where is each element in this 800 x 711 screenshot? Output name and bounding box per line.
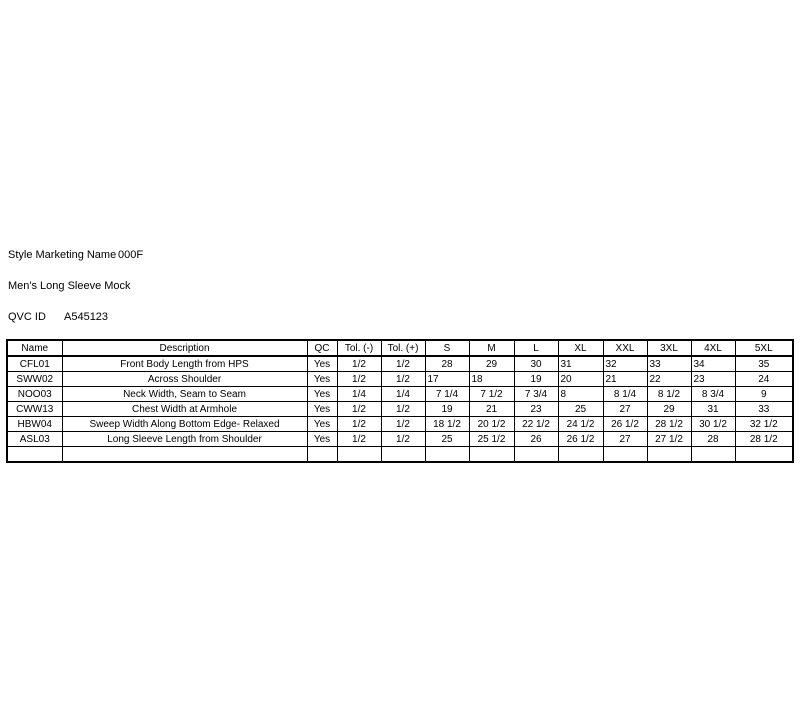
table-cell: 20 <box>558 372 603 387</box>
table-cell: 8 3/4 <box>691 387 735 402</box>
table-cell: 32 1/2 <box>735 417 793 432</box>
table-cell: 1/2 <box>381 372 425 387</box>
table-cell: Yes <box>307 417 337 432</box>
table-cell: Chest Width at Armhole <box>62 402 307 417</box>
table-cell: 25 1/2 <box>469 432 514 447</box>
table-cell: Yes <box>307 387 337 402</box>
empty-cell <box>647 447 691 463</box>
empty-cell <box>337 447 381 463</box>
style-marketing-line <box>8 248 143 262</box>
table-cell: 26 1/2 <box>603 417 647 432</box>
column-header: Tol. (+) <box>381 340 425 356</box>
table-cell: NOO03 <box>7 387 62 402</box>
table-cell: 27 1/2 <box>647 432 691 447</box>
column-header: Name <box>7 340 62 356</box>
empty-cell <box>381 447 425 463</box>
table-cell: 21 <box>469 402 514 417</box>
table-cell: 23 <box>691 372 735 387</box>
table-cell: 26 <box>514 432 558 447</box>
table-cell: ASL03 <box>7 432 62 447</box>
qvc-id-line <box>8 310 108 324</box>
table-cell: 35 <box>735 356 793 372</box>
empty-cell <box>7 447 62 463</box>
style-marketing-label: Style Marketing Name <box>8 249 117 261</box>
table-cell: 7 1/4 <box>425 387 469 402</box>
table-cell: Yes <box>307 356 337 372</box>
column-header: Tol. (-) <box>337 340 381 356</box>
column-header: XL <box>558 340 603 356</box>
column-header: XXL <box>603 340 647 356</box>
table-row <box>7 417 793 432</box>
table-cell: 8 <box>558 387 603 402</box>
column-header: S <box>425 340 469 356</box>
table-cell: Sweep Width Along Bottom Edge- Relaxed <box>62 417 307 432</box>
empty-cell <box>62 447 307 463</box>
table-row <box>7 372 793 387</box>
table-cell: 33 <box>647 356 691 372</box>
table-cell: 30 1/2 <box>691 417 735 432</box>
table-cell: 1/2 <box>381 356 425 372</box>
table-cell: 28 <box>691 432 735 447</box>
column-header: Description <box>62 340 307 356</box>
table-cell: 26 1/2 <box>558 432 603 447</box>
table-cell: 1/2 <box>381 417 425 432</box>
table-cell: Long Sleeve Length from Shoulder <box>62 432 307 447</box>
table-cell: 31 <box>691 402 735 417</box>
table-cell: 23 <box>514 402 558 417</box>
table-cell: 7 1/2 <box>469 387 514 402</box>
empty-cell <box>735 447 793 463</box>
table-cell: 20 1/2 <box>469 417 514 432</box>
empty-cell <box>469 447 514 463</box>
table-cell: 24 1/2 <box>558 417 603 432</box>
column-header: 3XL <box>647 340 691 356</box>
table-cell: 27 <box>603 432 647 447</box>
table-cell: 27 <box>603 402 647 417</box>
table-cell: 34 <box>691 356 735 372</box>
table-cell: 8 1/4 <box>603 387 647 402</box>
table-cell: 18 1/2 <box>425 417 469 432</box>
table-cell: Neck Width, Seam to Seam <box>62 387 307 402</box>
column-header: M <box>469 340 514 356</box>
table-cell: Yes <box>307 372 337 387</box>
table-cell: 29 <box>647 402 691 417</box>
empty-cell <box>514 447 558 463</box>
column-header: L <box>514 340 558 356</box>
empty-cell <box>691 447 735 463</box>
table-cell: CFL01 <box>7 356 62 372</box>
qvc-id-label: QVC ID <box>8 311 46 323</box>
table-cell: 30 <box>514 356 558 372</box>
table-cell: Across Shoulder <box>62 372 307 387</box>
table-cell: 28 1/2 <box>647 417 691 432</box>
measurement-spec-table <box>6 339 794 463</box>
qvc-id-value: A545123 <box>64 311 109 323</box>
table-cell: 1/2 <box>337 356 381 372</box>
table-cell: 28 1/2 <box>735 432 793 447</box>
empty-cell <box>425 447 469 463</box>
table-cell: 1/4 <box>337 387 381 402</box>
table-cell: SWW02 <box>7 372 62 387</box>
empty-cell <box>307 447 337 463</box>
table-cell: HBW04 <box>7 417 62 432</box>
table-cell: 1/2 <box>381 432 425 447</box>
table-row <box>7 387 793 402</box>
table-cell: 19 <box>514 372 558 387</box>
column-header: 4XL <box>691 340 735 356</box>
column-header: QC <box>307 340 337 356</box>
table-row-empty <box>7 447 793 463</box>
table-cell: 29 <box>469 356 514 372</box>
table-row <box>7 356 793 372</box>
table-row <box>7 402 793 417</box>
empty-cell <box>558 447 603 463</box>
table-cell: 25 <box>558 402 603 417</box>
table-cell: 9 <box>735 387 793 402</box>
table-cell: 18 <box>469 372 514 387</box>
table-cell: 1/2 <box>381 402 425 417</box>
table-cell: 1/2 <box>337 432 381 447</box>
table-cell: Yes <box>307 432 337 447</box>
table-cell: 17 <box>425 372 469 387</box>
table-cell: Front Body Length from HPS <box>62 356 307 372</box>
table-cell: 24 <box>735 372 793 387</box>
table-cell: CWW13 <box>7 402 62 417</box>
table-cell: 28 <box>425 356 469 372</box>
style-description: Men's Long Sleeve Mock <box>8 280 131 292</box>
table-cell: 33 <box>735 402 793 417</box>
table-row <box>7 432 793 447</box>
table-cell: 1/2 <box>337 372 381 387</box>
table-cell: 1/2 <box>337 417 381 432</box>
column-header: 5XL <box>735 340 793 356</box>
table-cell: 32 <box>603 356 647 372</box>
table-cell: 21 <box>603 372 647 387</box>
table-cell: 19 <box>425 402 469 417</box>
table-cell: 7 3/4 <box>514 387 558 402</box>
table-cell: 1/4 <box>381 387 425 402</box>
table-cell: 8 1/2 <box>647 387 691 402</box>
table-cell: 25 <box>425 432 469 447</box>
table-cell: 31 <box>558 356 603 372</box>
table-cell: Yes <box>307 402 337 417</box>
table-cell: 22 <box>647 372 691 387</box>
table-cell: 22 1/2 <box>514 417 558 432</box>
table-cell: 1/2 <box>337 402 381 417</box>
table-header-row <box>7 340 793 356</box>
style-marketing-value: 000F <box>118 249 144 261</box>
empty-cell <box>603 447 647 463</box>
